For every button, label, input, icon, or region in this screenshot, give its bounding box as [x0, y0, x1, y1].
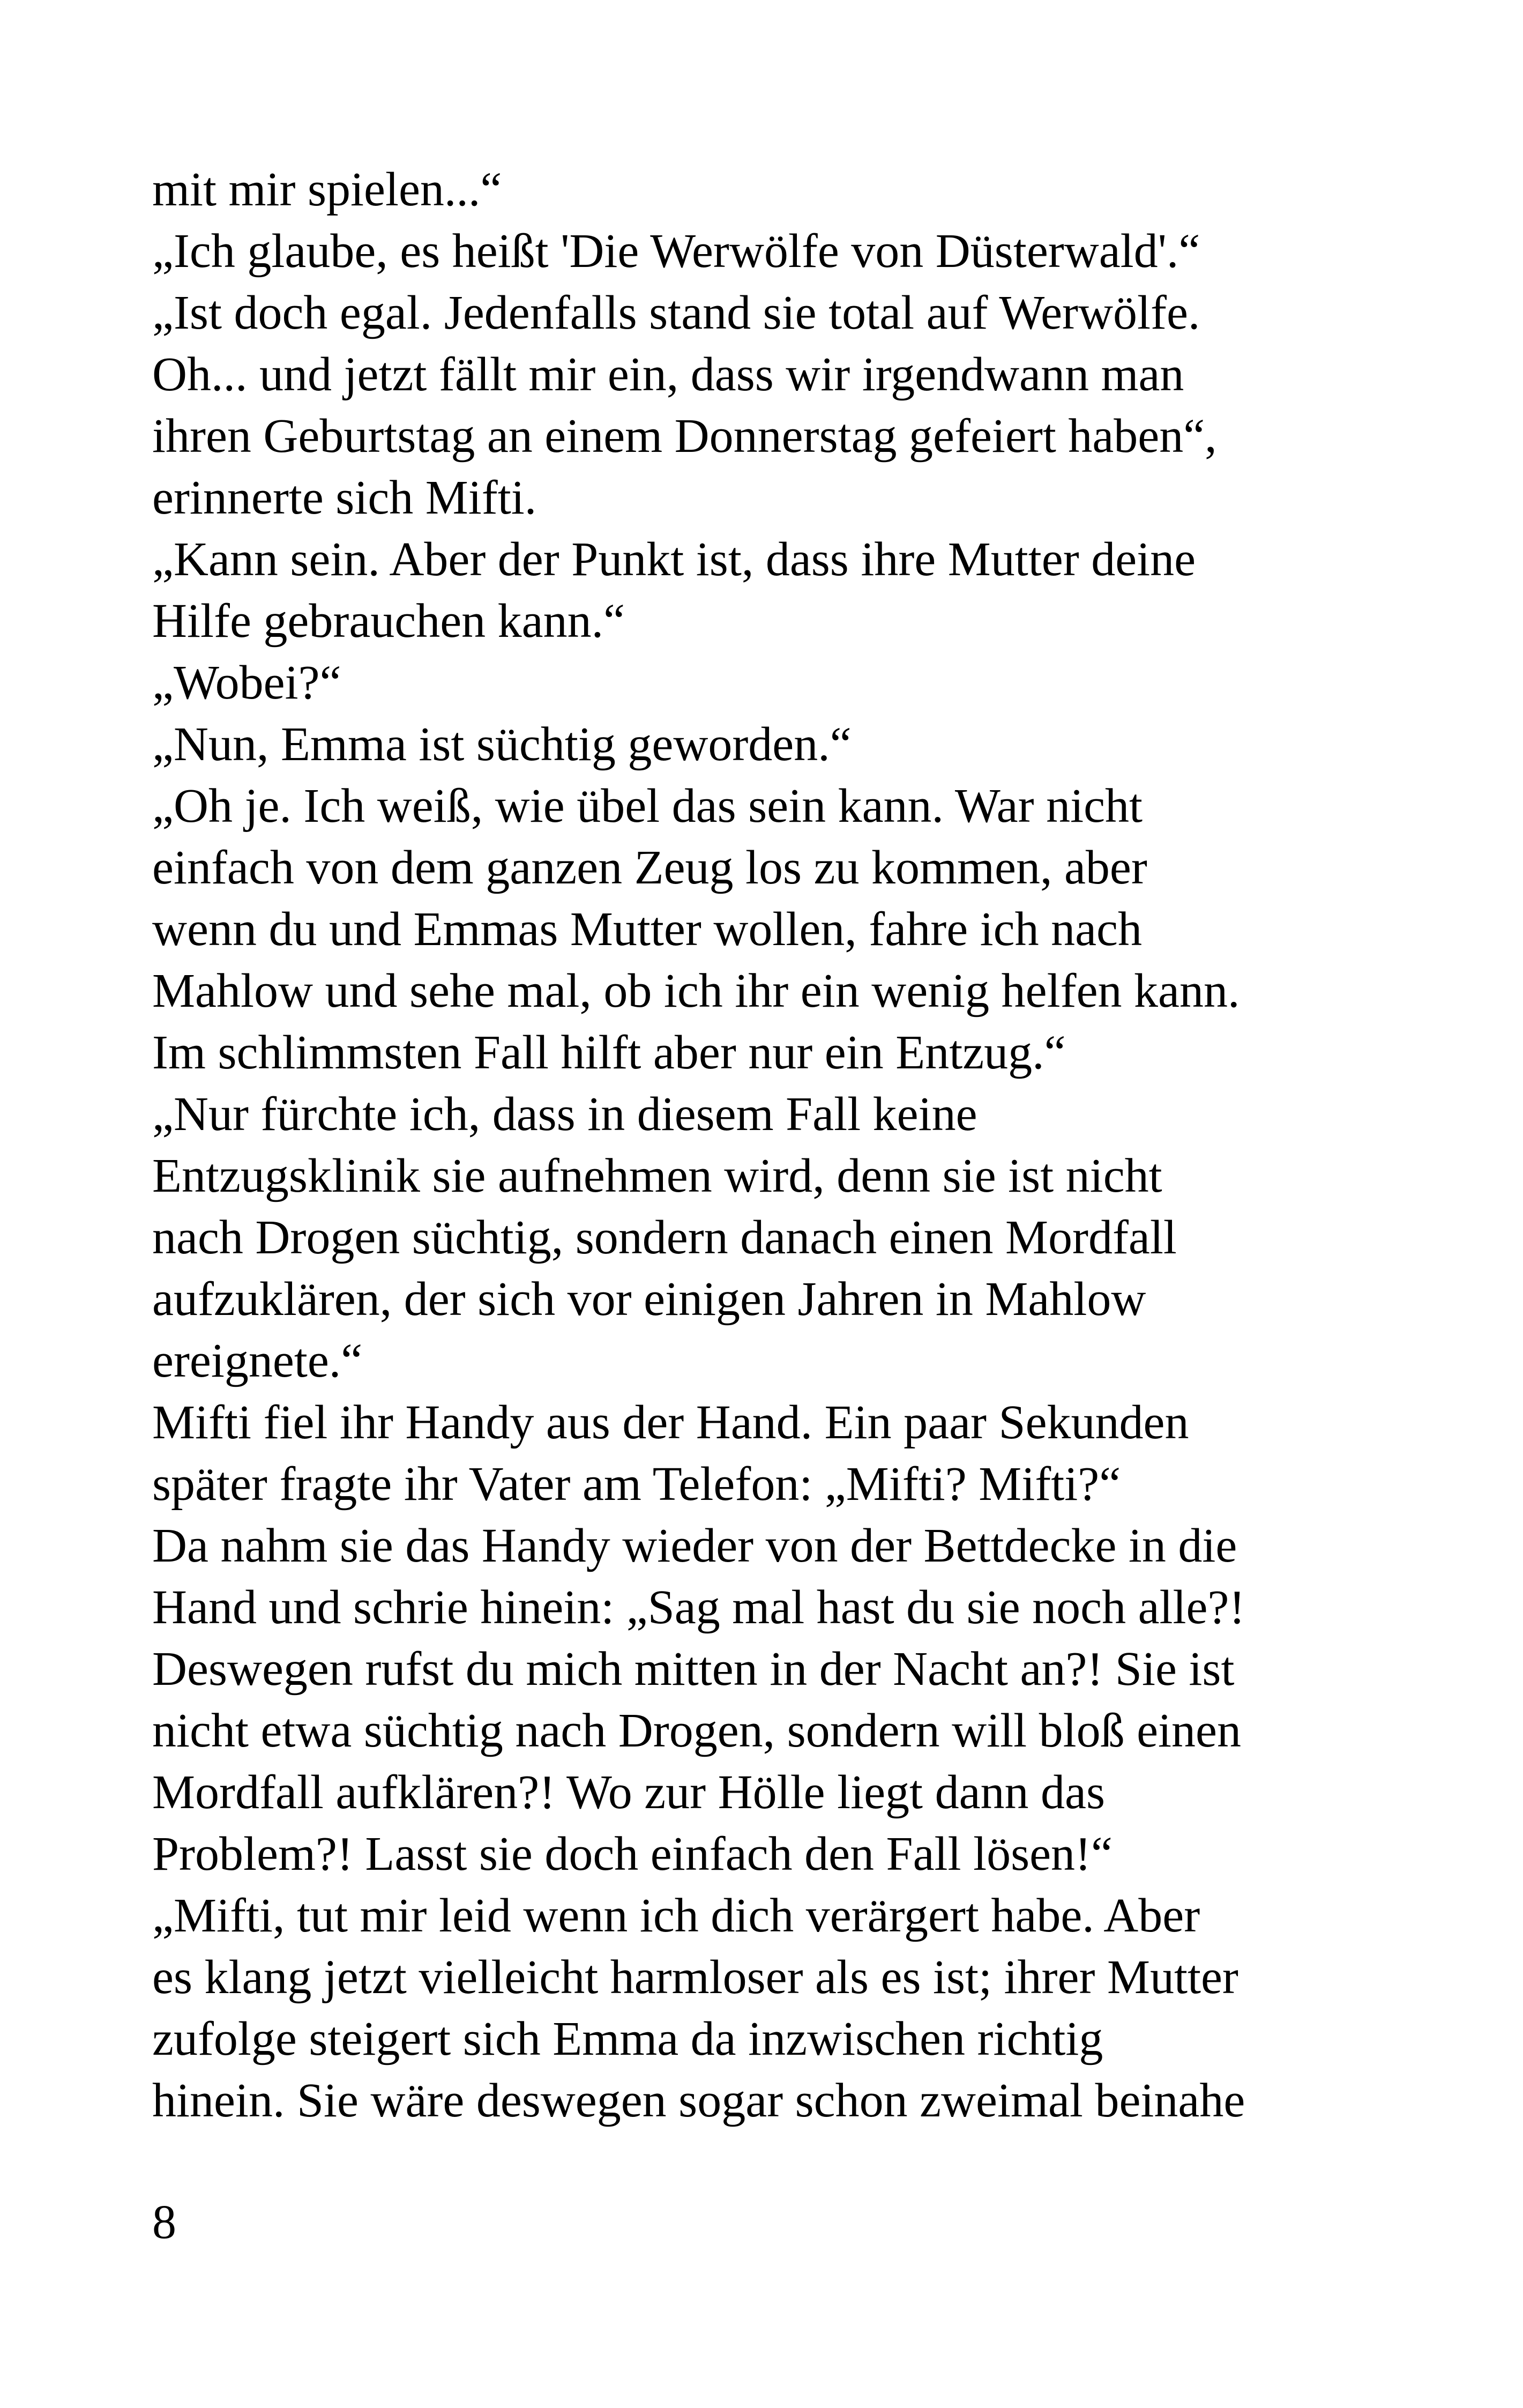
- page-number: 8: [152, 2196, 176, 2249]
- text-line: Mahlow und sehe mal, ob ich ihr ein wenig helfen kann.: [152, 964, 1240, 1017]
- text-line: ihren Geburtstag an einem Donnerstag gefeiert haben“,: [152, 410, 1217, 463]
- text-line: später fragte ihr Vater am Telefon: „Mifti? Mifti?“: [152, 1458, 1121, 1511]
- text-line: mit mir spielen...“: [152, 163, 502, 216]
- text-line: Deswegen rufst du mich mitten in der Nacht an?! Sie ist: [152, 1643, 1235, 1696]
- text-line: „Ich glaube, es heißt 'Die Werwölfe von Düsterwald'.“: [152, 225, 1200, 278]
- text-line: nicht etwa süchtig nach Drogen, sondern will bloß einen: [152, 1704, 1241, 1757]
- text-line: „Mifti, tut mir leid wenn ich dich verärgert habe. Aber: [152, 1889, 1200, 1942]
- text-line: Oh... und jetzt fällt mir ein, dass wir irgendwann man: [152, 348, 1184, 401]
- text-line: zufolge steigert sich Emma da inzwischen richtig: [152, 2012, 1103, 2065]
- text-line: nach Drogen süchtig, sondern danach einen Mordfall: [152, 1211, 1177, 1264]
- text-line: einfach von dem ganzen Zeug los zu kommen, aber: [152, 841, 1147, 894]
- body-text: [152, 159, 1385, 2131]
- text-line: hinein. Sie wäre deswegen sogar schon zweimal beinahe: [152, 2074, 1245, 2127]
- text-line: „Oh je. Ich weiß, wie übel das sein kann. War nicht: [152, 779, 1143, 833]
- text-line: Problem?! Lasst sie doch einfach den Fall lösen!“: [152, 1827, 1113, 1881]
- text-line: Mordfall aufklären?! Wo zur Hölle liegt dann das: [152, 1766, 1105, 1819]
- text-line: erinnerte sich Mifti.: [152, 471, 537, 524]
- text-line: Hilfe gebrauchen kann.“: [152, 594, 625, 648]
- text-line: ereignete.“: [152, 1334, 363, 1387]
- text-line: aufzuklären, der sich vor einigen Jahren in Mahlow: [152, 1273, 1146, 1326]
- text-line: es klang jetzt vielleicht harmloser als es ist; ihrer Mutter: [152, 1951, 1238, 2004]
- text-line: „Ist doch egal. Jedenfalls stand sie total auf Werwölfe.: [152, 286, 1200, 339]
- text-line: „Wobei?“: [152, 656, 341, 709]
- text-line: Im schlimmsten Fall hilft aber nur ein Entzug.“: [152, 1026, 1066, 1079]
- text-line: Da nahm sie das Handy wieder von der Bettdecke in die: [152, 1519, 1237, 1572]
- text-line: Mifti fiel ihr Handy aus der Hand. Ein paar Sekunden: [152, 1396, 1189, 1449]
- text-line: „Kann sein. Aber der Punkt ist, dass ihre Mutter deine: [152, 533, 1196, 586]
- text-line: Hand und schrie hinein: „Sag mal hast du sie noch alle?!: [152, 1581, 1245, 1634]
- text-line: „Nur fürchte ich, dass in diesem Fall keine: [152, 1088, 977, 1141]
- text-line: „Nun, Emma ist süchtig geworden.“: [152, 718, 852, 771]
- text-line: wenn du und Emmas Mutter wollen, fahre ich nach: [152, 903, 1142, 956]
- text-line: Entzugsklinik sie aufnehmen wird, denn sie ist nicht: [152, 1149, 1162, 1202]
